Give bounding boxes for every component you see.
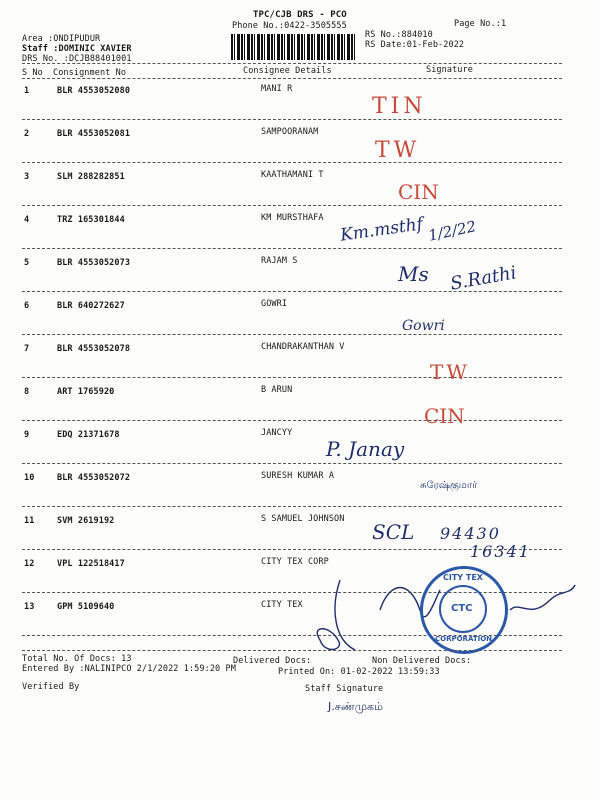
col-header-consignment: Consignment No — [53, 68, 127, 78]
divider — [22, 78, 562, 79]
delivered-docs: Delivered Docs: — [233, 656, 312, 666]
signature-row-8: CIN — [424, 404, 465, 428]
row-sno: 11 — [24, 516, 35, 526]
row-divider — [22, 463, 562, 464]
signature-row-10: சுரேஷ்குமார் — [420, 480, 478, 491]
signature-row-11-number-1: 94430 — [440, 524, 501, 543]
stamp-bottom-text: CORPORATION — [435, 635, 493, 643]
row-consignment-no: EDQ 21371678 — [57, 430, 120, 440]
staff-name: Staff :DOMINIC XAVIER — [22, 44, 132, 54]
staff-signature: J.சண்முகம் — [328, 700, 383, 713]
row-divider — [22, 377, 562, 378]
row-sno: 10 — [24, 473, 35, 483]
col-header-consignee: Consignee Details — [243, 66, 332, 76]
rs-date: RS Date:01-Feb-2022 — [365, 40, 465, 50]
row-sno: 8 — [24, 387, 30, 397]
phone-number: Phone No.:0422-3505555 — [232, 21, 347, 31]
signature-row-6: Gowri — [402, 318, 445, 334]
row-consignment-no: BLR 4553052072 — [57, 473, 131, 483]
row-sno: 12 — [24, 559, 35, 569]
signature-row-3: CIN — [398, 180, 439, 204]
row-consignment-no: BLR 4553052073 — [57, 258, 131, 268]
row-consignment-no: BLR 4553052078 — [57, 344, 131, 354]
barcode — [231, 34, 356, 60]
row-consignee: CHANDRAKANTHAN V — [261, 342, 345, 352]
row-consignee: CITY TEX — [261, 600, 303, 610]
company-stamp — [420, 566, 508, 654]
row-divider — [22, 506, 562, 507]
row-sno: 9 — [24, 430, 30, 440]
row-consignee: JANCYY — [261, 428, 293, 438]
row-consignment-no: BLR 4553052081 — [57, 129, 131, 139]
row-consignment-no: SVM 2619192 — [57, 516, 115, 526]
row-divider — [22, 334, 562, 335]
row-consignment-no: GPM 5109640 — [57, 602, 115, 612]
stamp-center-text: CTC — [451, 603, 473, 614]
signature-row-5a: Ms — [398, 262, 429, 286]
document-title: TPC/CJB DRS - PCO — [253, 10, 347, 20]
row-consignee: S SAMUEL JOHNSON — [261, 514, 345, 524]
row-consignment-no: ART 1765920 — [57, 387, 115, 397]
page-number: Page No.:1 — [454, 19, 507, 29]
signature-row-7: TW — [430, 360, 470, 384]
printed-on: Printed On: 01-02-2022 13:59:33 — [278, 667, 440, 677]
row-consignee: KAATHAMANI T — [261, 170, 324, 180]
row-sno: 5 — [24, 258, 30, 268]
divider — [22, 650, 562, 651]
row-consignee: KM MURSTHAFA — [261, 213, 324, 223]
row-consignment-no: TRZ 165301844 — [57, 215, 125, 225]
entered-by: Entered By :NALINIPCO 2/1/2022 1:59:20 PM — [22, 664, 236, 674]
signature-row-4-date: 1/2/22 — [426, 217, 478, 245]
row-consignee: B ARUN — [261, 385, 293, 395]
row-sno: 4 — [24, 215, 30, 225]
row-divider — [22, 248, 562, 249]
signature-row-11: SCL — [372, 520, 415, 544]
signature-row-1: TIN — [372, 94, 427, 119]
row-consignee: SAMPOORANAM — [261, 127, 319, 137]
signature-row-5b: S.Rathi — [448, 262, 519, 295]
area: Area :ONDIPUDUR — [22, 34, 101, 44]
row-consignee: SURESH KUMAR A — [261, 471, 335, 481]
row-divider — [22, 420, 562, 421]
row-consignee: RAJAM S — [261, 256, 298, 266]
row-sno: 1 — [24, 86, 30, 96]
row-consignee: MANI R — [261, 84, 293, 94]
row-consignee: GOWRI — [261, 299, 288, 309]
row-sno: 6 — [24, 301, 30, 311]
signature-row-11-number-2: 16341 — [470, 542, 531, 561]
row-consignment-no: VPL 122518417 — [57, 559, 125, 569]
row-consignment-no: SLM 288282851 — [57, 172, 125, 182]
signature-row-2: TW — [375, 138, 421, 163]
row-divider — [22, 291, 562, 292]
staff-signature-label: Staff Signature — [305, 684, 384, 694]
row-sno: 7 — [24, 344, 30, 354]
row-sno: 2 — [24, 129, 30, 139]
row-divider — [22, 119, 562, 120]
stamp-top-text: CITY TEX — [443, 573, 483, 582]
verified-by: Verified By — [22, 682, 80, 692]
col-header-signature: Signature — [426, 65, 473, 75]
divider — [22, 63, 562, 64]
signature-row-4: Km.msthf — [339, 214, 425, 246]
drs-number: DRS No. :DCJB88401001 — [22, 54, 132, 64]
row-sno: 3 — [24, 172, 30, 182]
row-consignee: CITY TEX CORP — [261, 557, 329, 567]
row-divider — [22, 162, 562, 163]
row-sno: 13 — [24, 602, 35, 612]
total-docs: Total No. Of Docs: 13 — [22, 654, 132, 664]
col-header-sno: S No — [22, 68, 43, 78]
row-divider — [22, 205, 562, 206]
row-consignment-no: BLR 4553052080 — [57, 86, 131, 96]
rs-number: RS No.:884010 — [365, 30, 433, 40]
signature-row-9: P. Janay — [326, 437, 405, 461]
non-delivered-docs: Non Delivered Docs: — [372, 656, 472, 666]
row-consignment-no: BLR 640272627 — [57, 301, 125, 311]
